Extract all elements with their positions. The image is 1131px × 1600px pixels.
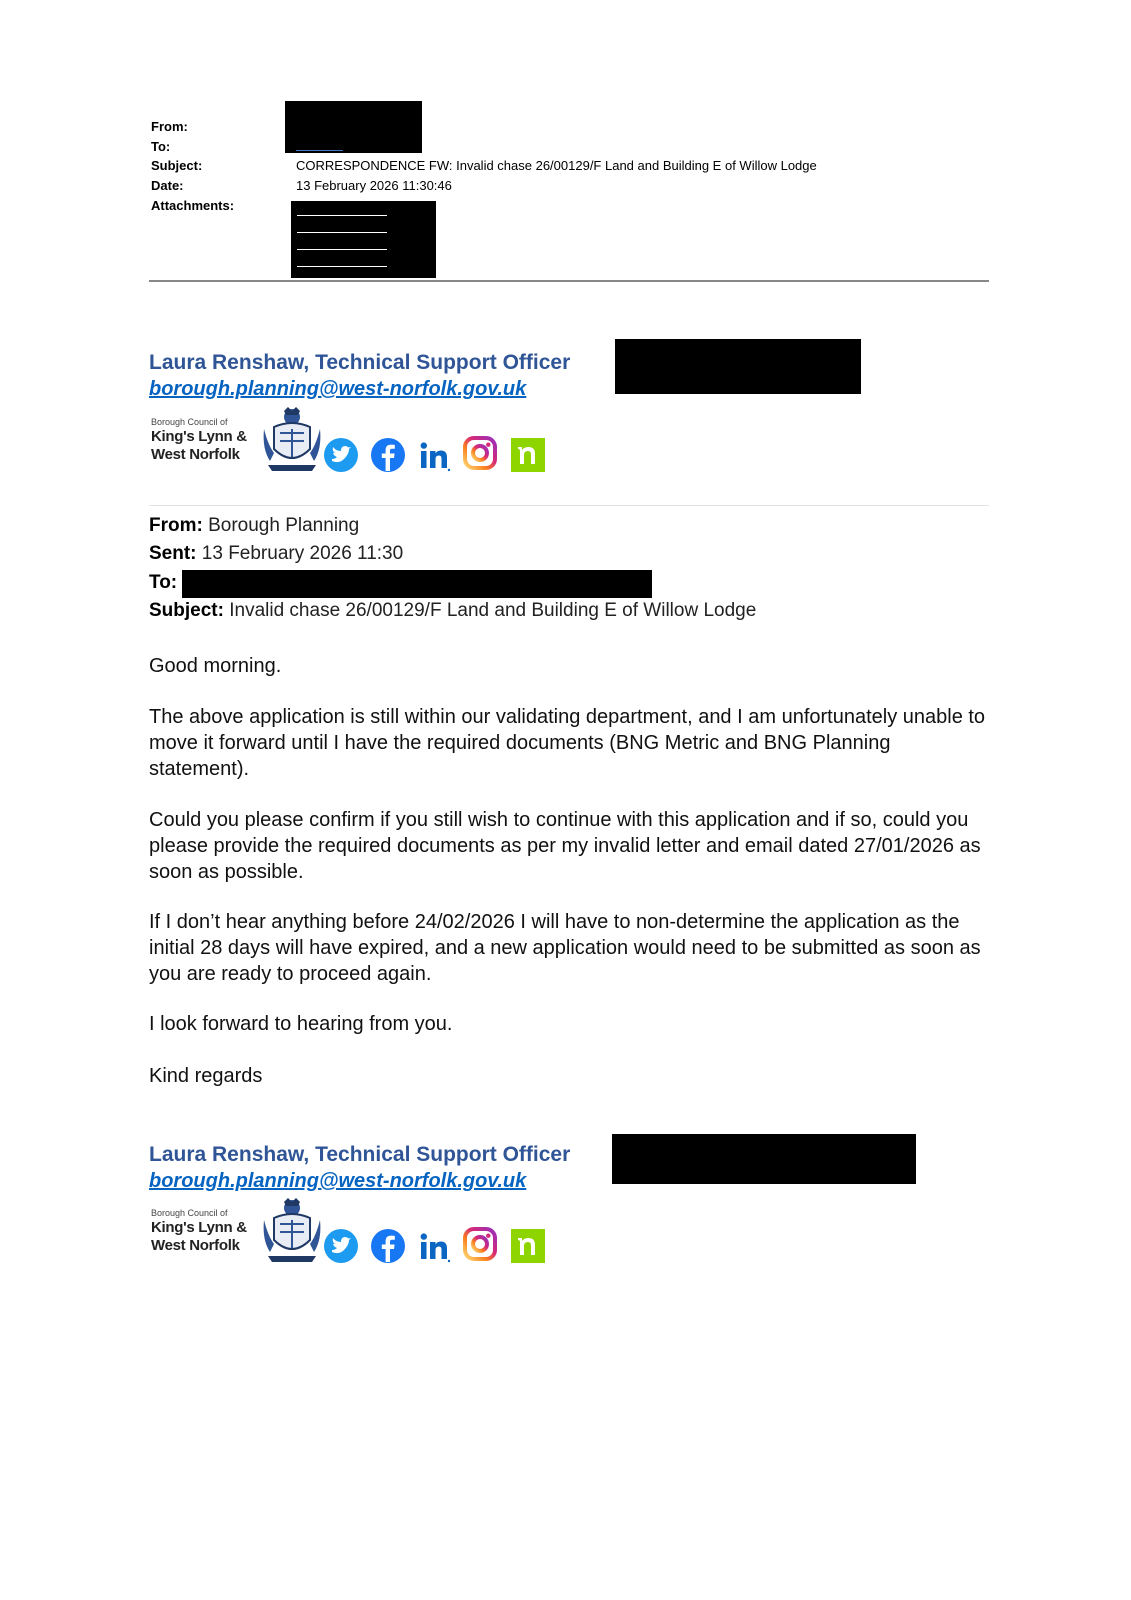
paragraph-2: Could you please confirm if you still wish to continue with this application and if so, could you please provide the required documents as per my invalid letter and email dated 27/01/2026 as soon as possible. (149, 809, 981, 883)
fwd-sent-label: Sent: (149, 543, 197, 564)
fwd-from (149, 514, 359, 538)
linkedin-icon[interactable] (416, 1228, 452, 1264)
council-logo-text: Borough Council of King's Lynn & West Norfolk (151, 1208, 247, 1254)
council-logo-text: Borough Council of King's Lynn & West Norfolk (151, 417, 247, 463)
signature-email-link[interactable]: borough.planning@west-norfolk.gov.uk (149, 378, 527, 400)
redaction-block (612, 1134, 916, 1184)
signature-name-title: Laura Renshaw, Technical Support Officer (149, 1143, 571, 1166)
council-crest-icon (260, 405, 324, 473)
header-divider (149, 280, 989, 282)
fwd-to (149, 571, 177, 595)
fwd-from-value: Borough Planning (208, 515, 360, 536)
header-subject-label: Subject: (151, 158, 203, 173)
fwd-to-label: To: (149, 572, 178, 593)
attachment-line (297, 266, 387, 267)
fwd-from-label: From: (149, 515, 203, 536)
fwd-subject-value: Invalid chase 26/00129/F Land and Building E of Willow Lodge (229, 600, 757, 621)
nextdoor-icon[interactable] (510, 1228, 546, 1264)
facebook-icon[interactable] (370, 437, 406, 473)
closing: Kind regards (149, 1065, 263, 1087)
signature-email-link[interactable]: borough.planning@west-norfolk.gov.uk (149, 1170, 527, 1192)
facebook-icon[interactable] (370, 1228, 406, 1264)
divider (149, 505, 989, 506)
redaction-block (182, 570, 652, 598)
instagram-icon[interactable] (462, 1226, 498, 1262)
twitter-icon[interactable] (323, 1228, 359, 1264)
header-attachments-label: Attachments: (151, 198, 235, 213)
fwd-sent-value: 13 February 2026 11:30 (201, 543, 404, 564)
header-to-label: To: (151, 139, 171, 154)
instagram-icon[interactable] (462, 435, 498, 471)
attachment-line (297, 215, 387, 216)
paragraph-1: The above application is still within our validating department, and I am unfortunately unable to move it forward until I have the required documents (BNG Metric and BNG Planning statement). (149, 706, 986, 780)
linkedin-icon[interactable] (416, 437, 452, 473)
paragraph-3: If I don’t hear anything before 24/02/2026 I will have to non-determine the application as the initial 28 days will have expired, and a new application would need to be submitted as soon as you are ready to proceed again. (149, 911, 981, 985)
header-from-label: From: (151, 119, 188, 134)
attachment-line (297, 249, 387, 250)
council-crest-icon (260, 1196, 324, 1264)
twitter-icon[interactable] (323, 437, 359, 473)
fwd-subject (149, 599, 756, 623)
fwd-sent (149, 542, 403, 566)
nextdoor-icon[interactable] (510, 437, 546, 473)
signature-name-title: Laura Renshaw, Technical Support Officer (149, 351, 571, 374)
paragraph-4: I look forward to hearing from you. (149, 1013, 453, 1035)
header-subject-value: CORRESPONDENCE FW: Invalid chase 26/00129/F Land and Building E of Willow Lodge (296, 158, 817, 173)
fwd-subject-label: Subject: (149, 600, 224, 621)
header-date-value: 13 February 2026 11:30:46 (296, 178, 452, 193)
redaction-block (615, 339, 861, 394)
attachment-line (297, 232, 387, 233)
redaction-block (285, 101, 422, 153)
to-link-underline (296, 150, 343, 151)
header-date-label: Date: (151, 178, 184, 193)
greeting: Good morning. (149, 655, 282, 677)
